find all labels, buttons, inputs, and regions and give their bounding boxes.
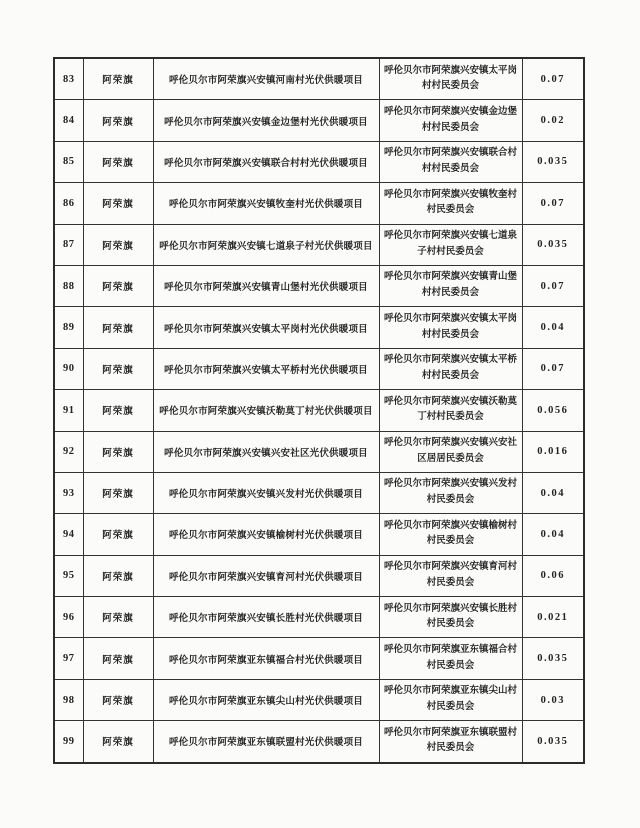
capacity-value-cell: 0.07 (522, 348, 584, 389)
table-row (54, 224, 584, 265)
table-row (54, 183, 584, 224)
row-number-cell: 86 (54, 183, 83, 224)
applicant-unit-cell: 呼伦贝尔市阿荣旗兴安镇长胜村村民委员会 (379, 597, 522, 638)
project-name-cell: 呼伦贝尔市阿荣旗兴安镇沃勒莫丁村光伏供暖项目 (153, 390, 379, 431)
region-cell: 阿荣旗 (83, 265, 153, 306)
region-cell: 阿荣旗 (83, 514, 153, 555)
project-name-cell: 呼伦贝尔市阿荣旗兴安镇兴安社区光伏供暖项目 (153, 431, 379, 472)
table-row (54, 638, 584, 679)
capacity-value-cell: 0.035 (522, 141, 584, 182)
row-number-cell: 97 (54, 638, 83, 679)
table-row (54, 307, 584, 348)
row-number-cell: 91 (54, 390, 83, 431)
table-row (54, 58, 584, 100)
applicant-unit-cell: 呼伦贝尔市阿荣旗兴安镇牧奎村村民委员会 (379, 183, 522, 224)
region-cell: 阿荣旗 (83, 141, 153, 182)
capacity-value-cell: 0.07 (522, 58, 584, 100)
capacity-value-cell: 0.07 (522, 183, 584, 224)
applicant-unit-cell: 呼伦贝尔市阿荣旗兴安镇联合村村村民委员会 (379, 141, 522, 182)
row-number-cell: 99 (54, 721, 83, 763)
table-row (54, 514, 584, 555)
region-cell: 阿荣旗 (83, 597, 153, 638)
applicant-unit-cell: 呼伦贝尔市阿荣旗兴安镇兴发村村民委员会 (379, 472, 522, 513)
applicant-unit-cell: 呼伦贝尔市阿荣旗亚东镇尖山村村民委员会 (379, 679, 522, 720)
row-number-cell: 94 (54, 514, 83, 555)
capacity-value-cell: 0.035 (522, 638, 584, 679)
row-number-cell: 93 (54, 472, 83, 513)
region-cell: 阿荣旗 (83, 721, 153, 763)
project-name-cell: 呼伦贝尔市阿荣旗兴安镇太平岗村光伏供暖项目 (153, 307, 379, 348)
applicant-unit-cell: 呼伦贝尔市阿荣旗兴安镇太平岗村村民委员会 (379, 58, 522, 100)
row-number-cell: 83 (54, 58, 83, 100)
table-row (54, 472, 584, 513)
region-cell: 阿荣旗 (83, 307, 153, 348)
project-name-cell: 呼伦贝尔市阿荣旗兴安镇长胜村光伏供暖项目 (153, 597, 379, 638)
row-number-cell: 90 (54, 348, 83, 389)
applicant-unit-cell: 呼伦贝尔市阿荣旗兴安镇榆树村村民委员会 (379, 514, 522, 555)
row-number-cell: 92 (54, 431, 83, 472)
region-cell: 阿荣旗 (83, 224, 153, 265)
table-row (54, 721, 584, 763)
row-number-cell: 96 (54, 597, 83, 638)
region-cell: 阿荣旗 (83, 348, 153, 389)
applicant-unit-cell: 呼伦贝尔市阿荣旗兴安镇兴安社区居居民委员会 (379, 431, 522, 472)
region-cell: 阿荣旗 (83, 555, 153, 596)
capacity-value-cell: 0.03 (522, 679, 584, 720)
capacity-value-cell: 0.07 (522, 265, 584, 306)
capacity-value-cell: 0.06 (522, 555, 584, 596)
table-row (54, 348, 584, 389)
table-row (54, 265, 584, 306)
applicant-unit-cell: 呼伦贝尔市阿荣旗亚东镇联盟村村民委员会 (379, 721, 522, 763)
project-name-cell: 呼伦贝尔市阿荣旗亚东镇联盟村光伏供暖项目 (153, 721, 379, 763)
capacity-value-cell: 0.04 (522, 307, 584, 348)
project-name-cell: 呼伦贝尔市阿荣旗兴安镇牧奎村光伏供暖项目 (153, 183, 379, 224)
table-row (54, 141, 584, 182)
capacity-value-cell: 0.056 (522, 390, 584, 431)
table-row (54, 431, 584, 472)
row-number-cell: 95 (54, 555, 83, 596)
applicant-unit-cell: 呼伦贝尔市阿荣旗兴安镇青山堡村村民委员会 (379, 265, 522, 306)
project-name-cell: 呼伦贝尔市阿荣旗兴安镇七道泉子村光伏供暖项目 (153, 224, 379, 265)
applicant-unit-cell: 呼伦贝尔市阿荣旗兴安镇太平岗村村民委员会 (379, 307, 522, 348)
applicant-unit-cell: 呼伦贝尔市阿荣旗兴安镇沃勒莫丁村村民委员会 (379, 390, 522, 431)
project-name-cell: 呼伦贝尔市阿荣旗兴安镇榆树村光伏供暖项目 (153, 514, 379, 555)
project-name-cell: 呼伦贝尔市阿荣旗兴安镇太平桥村光伏供暖项目 (153, 348, 379, 389)
region-cell: 阿荣旗 (83, 679, 153, 720)
applicant-unit-cell: 呼伦贝尔市阿荣旗兴安镇太平桥村村民委员会 (379, 348, 522, 389)
project-name-cell: 呼伦贝尔市阿荣旗兴安镇金边堡村光伏供暖项目 (153, 100, 379, 141)
table-row (54, 390, 584, 431)
row-number-cell: 98 (54, 679, 83, 720)
project-name-cell: 呼伦贝尔市阿荣旗兴安镇兴发村光伏供暖项目 (153, 472, 379, 513)
region-cell: 阿荣旗 (83, 638, 153, 679)
row-number-cell: 84 (54, 100, 83, 141)
project-name-cell: 呼伦贝尔市阿荣旗兴安镇育河村光伏供暖项目 (153, 555, 379, 596)
capacity-value-cell: 0.04 (522, 514, 584, 555)
region-cell: 阿荣旗 (83, 431, 153, 472)
projects-table (53, 57, 585, 764)
table-row (54, 100, 584, 141)
applicant-unit-cell: 呼伦贝尔市阿荣旗兴安镇育河村村民委员会 (379, 555, 522, 596)
region-cell: 阿荣旗 (83, 58, 153, 100)
region-cell: 阿荣旗 (83, 390, 153, 431)
project-name-cell: 呼伦贝尔市阿荣旗兴安镇青山堡村光伏供暖项目 (153, 265, 379, 306)
table-row (54, 679, 584, 720)
project-name-cell: 呼伦贝尔市阿荣旗兴安镇河南村光伏供暖项目 (153, 58, 379, 100)
region-cell: 阿荣旗 (83, 472, 153, 513)
region-cell: 阿荣旗 (83, 100, 153, 141)
capacity-value-cell: 0.02 (522, 100, 584, 141)
capacity-value-cell: 0.016 (522, 431, 584, 472)
row-number-cell: 85 (54, 141, 83, 182)
project-name-cell: 呼伦贝尔市阿荣旗兴安镇联合村村光伏供暖项目 (153, 141, 379, 182)
table-row (54, 597, 584, 638)
capacity-value-cell: 0.035 (522, 721, 584, 763)
row-number-cell: 88 (54, 265, 83, 306)
project-name-cell: 呼伦贝尔市阿荣旗亚东镇福合村光伏供暖项目 (153, 638, 379, 679)
table-body (54, 58, 584, 763)
project-name-cell: 呼伦贝尔市阿荣旗亚东镇尖山村光伏供暖项目 (153, 679, 379, 720)
applicant-unit-cell: 呼伦贝尔市阿荣旗兴安镇金边堡村村民委员会 (379, 100, 522, 141)
row-number-cell: 89 (54, 307, 83, 348)
capacity-value-cell: 0.04 (522, 472, 584, 513)
applicant-unit-cell: 呼伦贝尔市阿荣旗兴安镇七道泉子村村民委员会 (379, 224, 522, 265)
table-row (54, 555, 584, 596)
region-cell: 阿荣旗 (83, 183, 153, 224)
capacity-value-cell: 0.035 (522, 224, 584, 265)
row-number-cell: 87 (54, 224, 83, 265)
applicant-unit-cell: 呼伦贝尔市阿荣旗亚东镇福合村村民委员会 (379, 638, 522, 679)
capacity-value-cell: 0.021 (522, 597, 584, 638)
